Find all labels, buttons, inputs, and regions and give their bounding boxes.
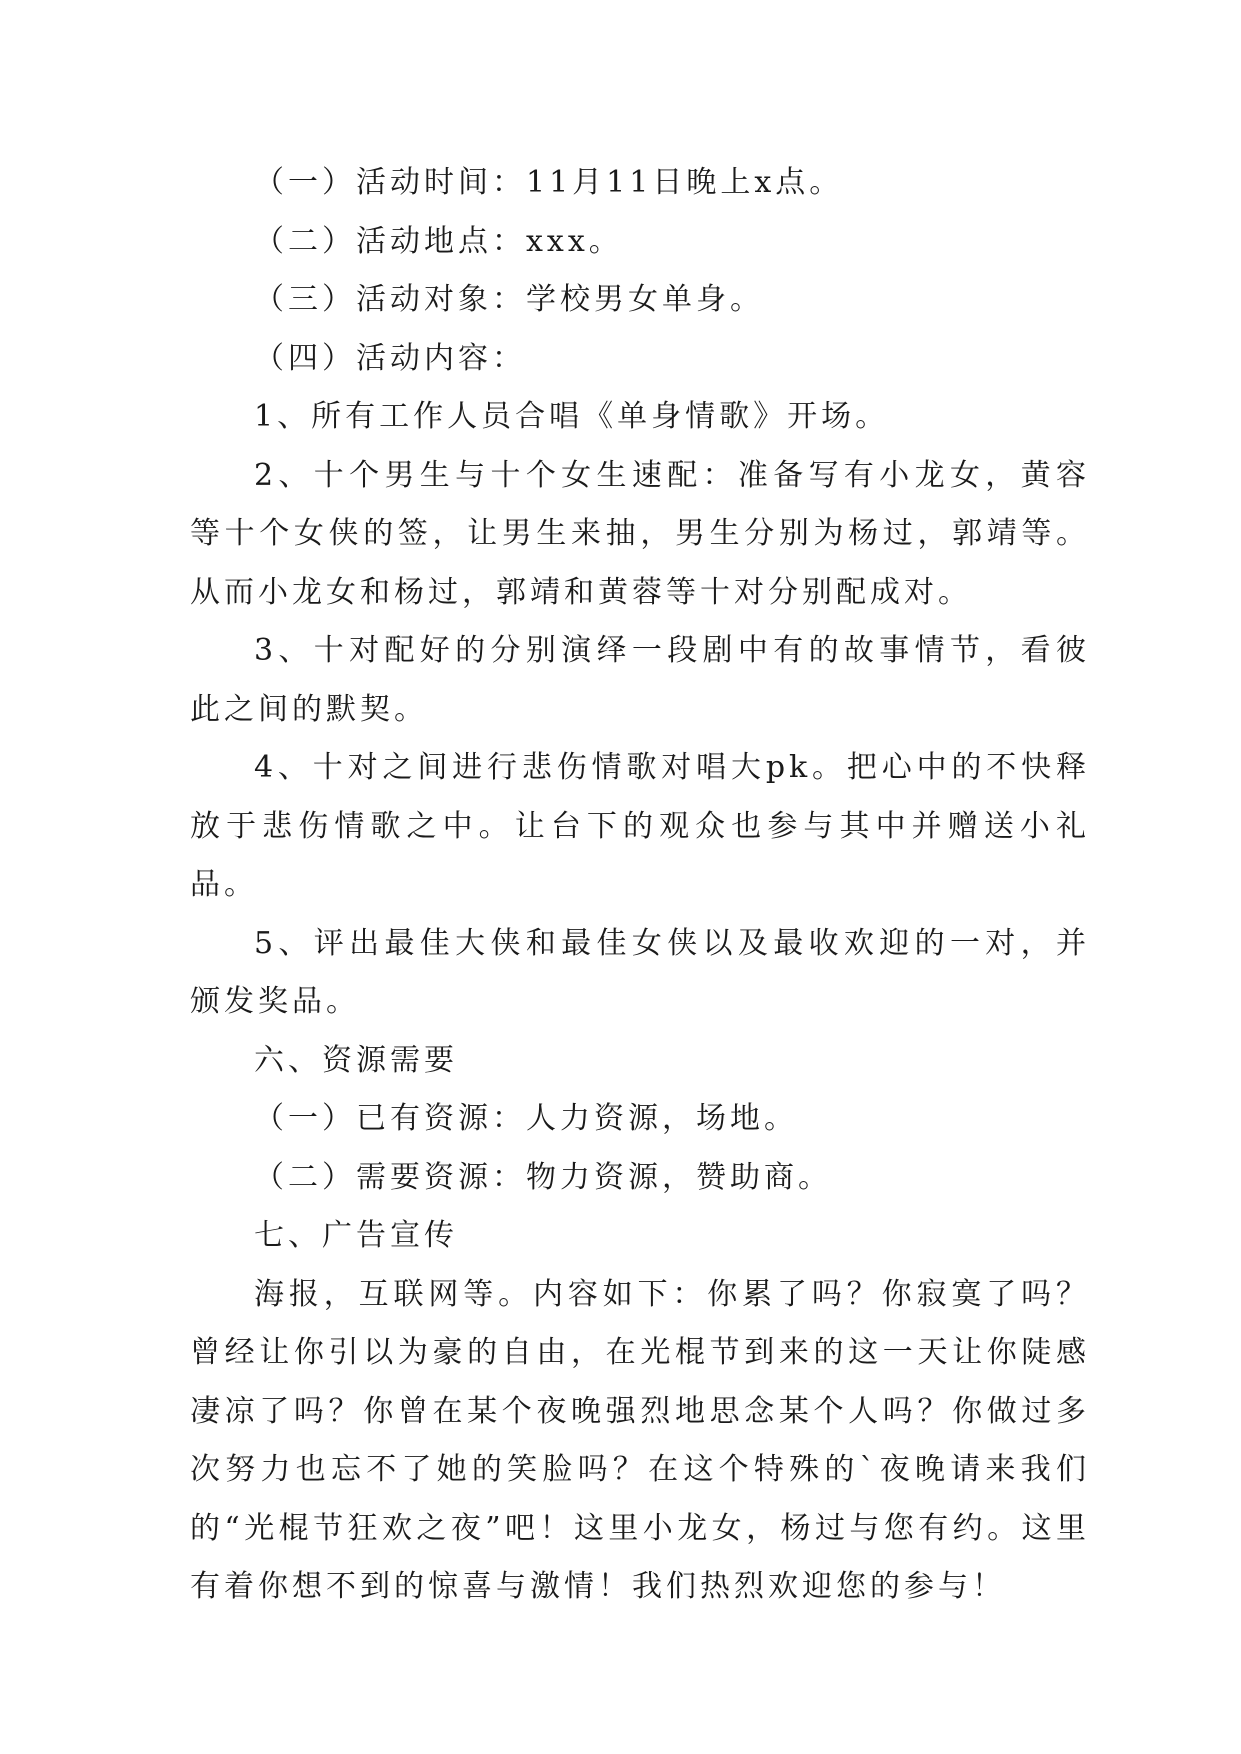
paragraph-activity-content-heading: （四）活动内容： [254, 340, 526, 376]
paragraph-item-3: 3、十对配好的分别演绎一段剧中有的故事情节，看彼此之间的默契。 [190, 633, 1090, 727]
section-heading-resources: 六、资源需要 [254, 1042, 458, 1078]
paragraph-existing-resources: （一）已有资源：人力资源，场地。 [254, 1101, 798, 1136]
paragraph-activity-time: （一）活动时间：11月11日晚上x点。 [254, 165, 844, 200]
document-body [190, 154, 1090, 1617]
paragraph-activity-target: （三）活动对象：学校男女单身。 [254, 282, 764, 317]
paragraph-item-5: 5、评出最佳大侠和最佳女侠以及最收欢迎的一对，并颁发奖品。 [190, 925, 1090, 1019]
paragraph-activity-location: （二）活动地点：xxx。 [254, 223, 623, 259]
section-heading-advertising: 七、广告宣传 [254, 1218, 458, 1253]
paragraph-advertising-content: 海报，互联网等。内容如下：你累了吗？你寂寞了吗？曾经让你引以为豪的自由，在光棍节到来的这一天让你陡感凄凉了吗？你曾在某个夜晚强烈地思念某个人吗？你做过多次努力也忘不了她的笑脸吗？在这个特殊的`夜晚请来我们的“光棍节狂欢之夜”吧！这里小龙女，杨过与您有约。这里有着你想不到的惊喜与激情！我们热烈欢迎您的参与！ [190, 1276, 1090, 1604]
paragraph-item-4: 4、十对之间进行悲伤情歌对唱大pk。把心中的不快释放于悲伤情歌之中。让台下的观众也参与其中并赠送小礼品。 [190, 750, 1090, 902]
paragraph-item-2: 2、十个男生与十个女生速配：准备写有小龙女，黄容等十个女侠的签，让男生来抽，男生分别为杨过，郭靖等。从而小龙女和杨过，郭靖和黄蓉等十对分别配成对。 [190, 457, 1090, 610]
paragraph-needed-resources: （二）需要资源：物力资源，赞助商。 [254, 1159, 832, 1195]
paragraph-item-1: 1、所有工作人员合唱《单身情歌》开场。 [254, 399, 890, 434]
